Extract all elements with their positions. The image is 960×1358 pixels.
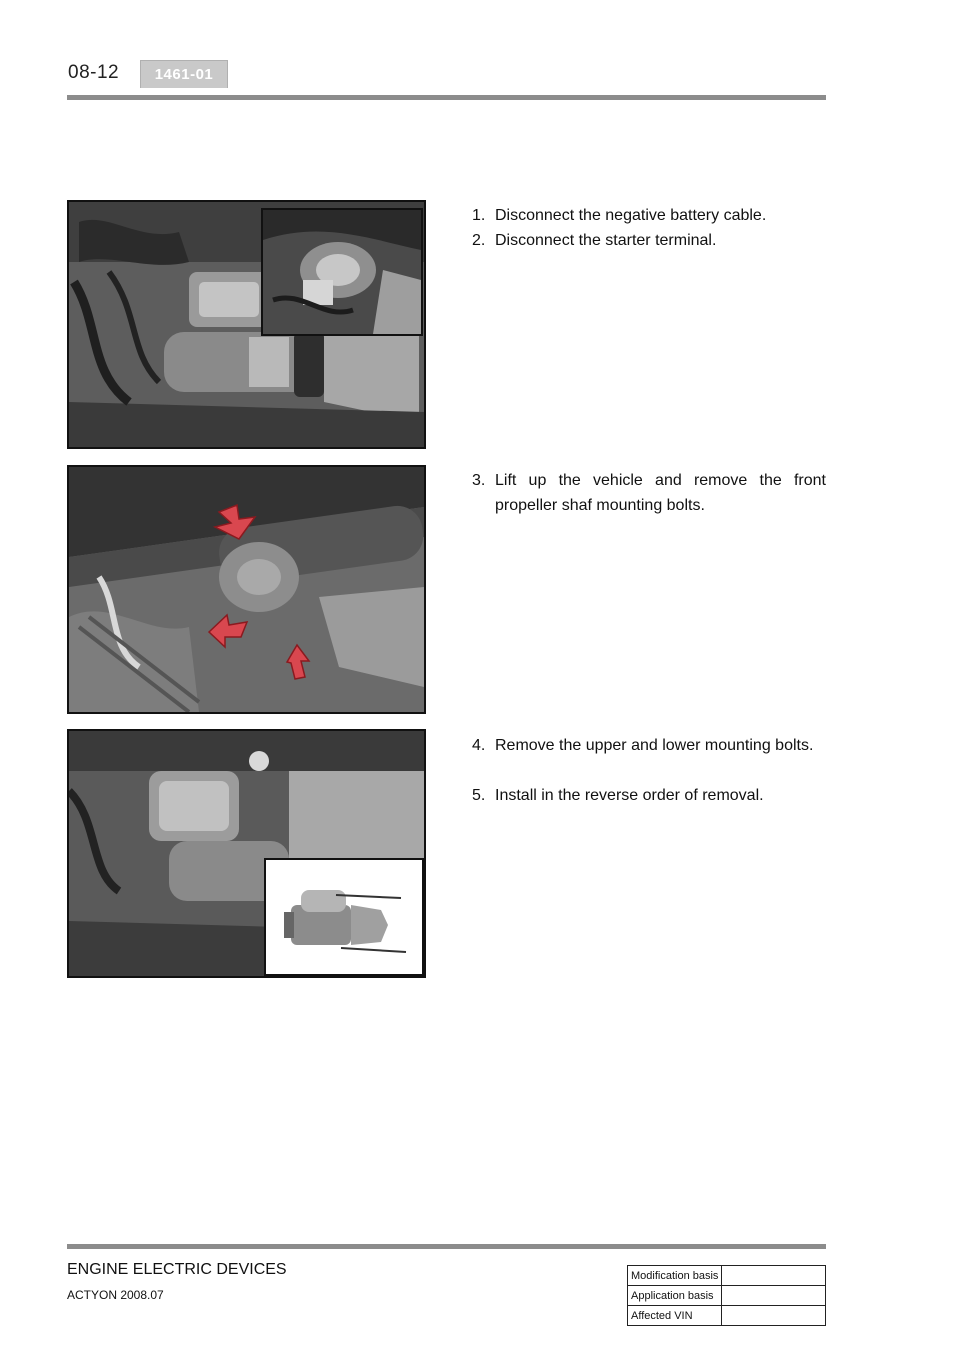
revision-value — [722, 1286, 826, 1306]
inset-starter-motor — [264, 858, 424, 976]
footer-model-date: ACTYON 2008.07 — [67, 1288, 164, 1302]
photo-propeller-shaft — [67, 465, 426, 714]
revision-value — [722, 1266, 826, 1286]
section-code-badge: 1461-01 — [140, 60, 228, 88]
revision-table — [627, 1265, 826, 1326]
step-text: Remove the upper and lower mounting bolts. — [495, 737, 814, 754]
footer-section-title: ENGINE ELECTRIC DEVICES — [67, 1261, 287, 1278]
step-number: 1. — [472, 207, 486, 224]
underbody-photo — [69, 467, 424, 712]
step-text: Disconnect the starter terminal. — [495, 232, 717, 249]
photo-starter-terminal — [67, 200, 426, 449]
step-number: 4. — [472, 737, 486, 754]
terminal-closeup-photo — [263, 210, 421, 334]
header-rule — [67, 95, 826, 100]
step-4 — [472, 733, 826, 758]
footer-rule — [67, 1244, 826, 1249]
revision-label: Application basis — [628, 1286, 722, 1306]
step-number: 2. — [472, 232, 486, 249]
revision-label: Modification basis — [628, 1266, 722, 1286]
step-text: Install in the reverse order of removal. — [495, 787, 764, 804]
photo-starter-mounting — [67, 729, 426, 978]
step-5 — [472, 783, 826, 808]
inset-starter-terminal-closeup — [261, 208, 423, 336]
starter-motor-photo — [266, 860, 422, 974]
page-number: 08-12 — [68, 62, 120, 83]
step-text: Disconnect the negative battery cable. — [495, 207, 767, 224]
table-row — [628, 1286, 826, 1306]
step-number: 3. — [472, 472, 486, 489]
step-2 — [472, 228, 826, 253]
step-1 — [472, 203, 826, 228]
table-row — [628, 1306, 826, 1326]
revision-value — [722, 1306, 826, 1326]
step-text: Lift up the vehicle and remove the front propeller shaf mounting bolts. — [495, 472, 826, 514]
step-number: 5. — [472, 787, 486, 804]
step-3 — [472, 468, 826, 518]
table-row — [628, 1266, 826, 1286]
revision-label: Affected VIN — [628, 1306, 722, 1326]
